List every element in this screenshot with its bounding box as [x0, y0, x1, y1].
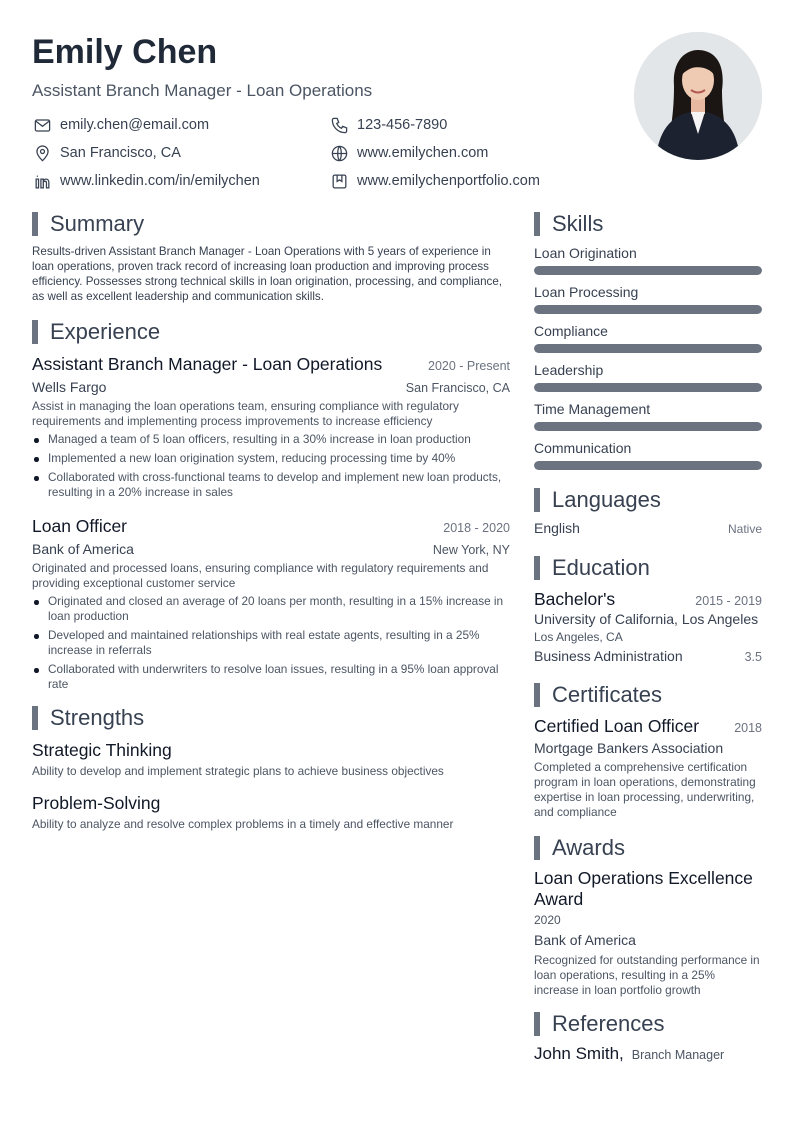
job-bullet: Originated and closed an average of 20 loans per month, resulting in a 15% increase in loan production	[48, 594, 510, 624]
contact-website[interactable]	[329, 142, 609, 164]
skills-list	[534, 244, 762, 470]
award-title: Loan Operations Excellence Award	[534, 868, 753, 909]
skill-bar	[534, 383, 762, 392]
education-heading: Education	[534, 556, 762, 580]
skill-item	[534, 439, 762, 470]
section-marker	[32, 706, 38, 730]
job-bullet: Collaborated with underwriters to resolve loan issues, resulting in a 95% loan approval rate	[48, 662, 510, 692]
contact-portfolio-text: www.emilychenportfolio.com	[357, 173, 540, 189]
skill-bar	[534, 266, 762, 275]
phone-icon	[329, 115, 349, 135]
education-school: University of California, Los Angeles	[534, 611, 759, 627]
strength-title: Strategic Thinking	[32, 740, 172, 760]
job-dates: 2020 - Present	[428, 359, 510, 373]
strength-title: Problem-Solving	[32, 793, 161, 813]
section-marker	[32, 320, 38, 344]
certificate-title: Certified Loan Officer	[534, 716, 700, 736]
job-description: Assist in managing the loan operations team, ensuring compliance with regulatory requirements and implementing process improvements to increase efficiency	[32, 399, 459, 428]
reference-entry	[534, 1044, 762, 1064]
email-icon	[32, 115, 52, 135]
skill-bar-fill	[534, 383, 762, 392]
award-issuer: Bank of America	[534, 932, 636, 948]
skill-item	[534, 244, 762, 275]
job-title: Assistant Branch Manager - Loan Operations	[32, 354, 383, 374]
certificate-entry	[534, 715, 762, 820]
job-bullet: Developed and maintained relationships with real estate agents, resulting in a 25% increase in referrals	[48, 628, 510, 658]
skill-bar-fill	[534, 344, 762, 353]
strength-item	[32, 791, 510, 832]
skill-bar-fill	[534, 305, 762, 314]
contact-email[interactable]	[32, 114, 329, 136]
section-marker	[534, 1012, 540, 1036]
profile-photo	[634, 32, 762, 160]
job-entry	[32, 352, 510, 500]
certificate-issuer: Mortgage Bankers Association	[534, 740, 724, 756]
certificate-description: Completed a comprehensive certification program in loan operations, demonstrating expertise in loan processing, underwriting, and compliance	[534, 760, 756, 819]
job-location: San Francisco, CA	[405, 381, 510, 395]
job-entry	[32, 514, 510, 692]
education-dates: 2015 - 2019	[695, 594, 762, 608]
contact-portfolio[interactable]	[329, 170, 609, 192]
candidate-name: Emily Chen	[32, 33, 218, 71]
job-title: Loan Officer	[32, 516, 128, 536]
summary-text: Results-driven Assistant Branch Manager - Loan Operations with 5 years of experience in loan operations, proven track record of increasing loan production and improving process efficiency. Possesses strong technical skills in loan origination, processing, and compliance, as well as excellent leadership and communication skills.	[32, 245, 503, 303]
awards-heading: Awards	[534, 836, 762, 860]
contact-website-text: www.emilychen.com	[357, 145, 489, 161]
section-marker	[534, 488, 540, 512]
job-bullet: Collaborated with cross-functional teams to develop and implement new loan products, resulting in a 20% increase in sales	[48, 470, 510, 500]
contact-linkedin[interactable]	[32, 170, 329, 192]
job-company: Wells Fargo	[32, 379, 107, 395]
linkedin-icon	[32, 171, 52, 191]
award-description: Recognized for outstanding performance in loan operations, resulting in a 25% increase in loan portfolio growth	[534, 953, 760, 997]
languages-heading: Languages	[534, 488, 762, 512]
skills-heading: Skills	[534, 212, 762, 236]
education-gpa: 3.5	[744, 650, 762, 664]
job-bullet: Implemented a new loan origination system, reducing processing time by 40%	[48, 451, 510, 466]
skill-bar-fill	[534, 461, 762, 470]
award-entry	[534, 868, 762, 998]
section-marker	[534, 836, 540, 860]
strength-description: Ability to develop and implement strategic plans to achieve business objectives	[32, 764, 444, 778]
reference-role: Branch Manager	[631, 1048, 725, 1062]
skill-item	[534, 361, 762, 392]
education-field: Business Administration	[534, 648, 683, 664]
job-bullets	[32, 432, 510, 500]
globe-icon	[329, 143, 349, 163]
contact-phone[interactable]	[329, 114, 609, 136]
skill-bar	[534, 461, 762, 470]
section-marker	[534, 212, 540, 236]
job-location: New York, NY	[432, 543, 510, 557]
education-location: Los Angeles, CA	[534, 630, 623, 644]
skill-item	[534, 400, 762, 431]
skill-label: Loan Origination	[534, 245, 637, 261]
section-marker	[534, 683, 540, 707]
contact-location	[32, 142, 329, 164]
job-dates: 2018 - 2020	[443, 521, 510, 535]
portfolio-icon	[329, 171, 349, 191]
strength-description: Ability to analyze and resolve complex problems in a timely and effective manner	[32, 817, 454, 831]
skill-bar	[534, 305, 762, 314]
certificate-year: 2018	[734, 721, 762, 735]
contact-linkedin-text: www.linkedin.com/in/emilychen	[60, 173, 260, 189]
right-column	[534, 212, 762, 1064]
skill-item	[534, 322, 762, 353]
candidate-title: Assistant Branch Manager - Loan Operations	[32, 81, 373, 100]
skill-bar	[534, 344, 762, 353]
contact-location-text: San Francisco, CA	[60, 145, 181, 161]
language-level: Native	[727, 522, 762, 536]
job-bullet: Managed a team of 5 loan officers, resulting in a 30% increase in loan production	[48, 432, 510, 447]
certificates-heading: Certificates	[534, 683, 762, 707]
education-degree: Bachelor's	[534, 589, 616, 609]
contact-phone-text: 123-456-7890	[357, 117, 448, 133]
skill-label: Communication	[534, 440, 632, 456]
skill-item	[534, 283, 762, 314]
language-name: English	[534, 520, 580, 536]
skill-label: Time Management	[534, 401, 651, 417]
experience-heading: Experience	[32, 320, 510, 344]
job-company: Bank of America	[32, 541, 134, 557]
summary-heading: Summary	[32, 212, 510, 236]
job-description: Originated and processed loans, ensuring compliance with regulatory requirements and providing exceptional customer service	[32, 561, 489, 590]
award-year: 2020	[534, 913, 561, 927]
reference-name: John Smith,	[534, 1044, 624, 1063]
skill-bar-fill	[534, 422, 762, 431]
language-item	[534, 520, 762, 536]
education-entry	[534, 588, 762, 665]
section-marker	[32, 212, 38, 236]
section-marker	[534, 556, 540, 580]
skill-bar-fill	[534, 266, 762, 275]
resume-header	[32, 32, 762, 210]
skill-label: Loan Processing	[534, 284, 639, 300]
strength-item	[32, 738, 510, 779]
job-bullets	[32, 594, 510, 692]
strengths-heading: Strengths	[32, 706, 510, 730]
references-heading: References	[534, 1012, 762, 1036]
location-icon	[32, 143, 52, 163]
skill-bar	[534, 422, 762, 431]
skill-label: Leadership	[534, 362, 604, 378]
left-column	[32, 212, 510, 1064]
contact-email-text: emily.chen@email.com	[60, 117, 210, 133]
skill-label: Compliance	[534, 323, 608, 339]
